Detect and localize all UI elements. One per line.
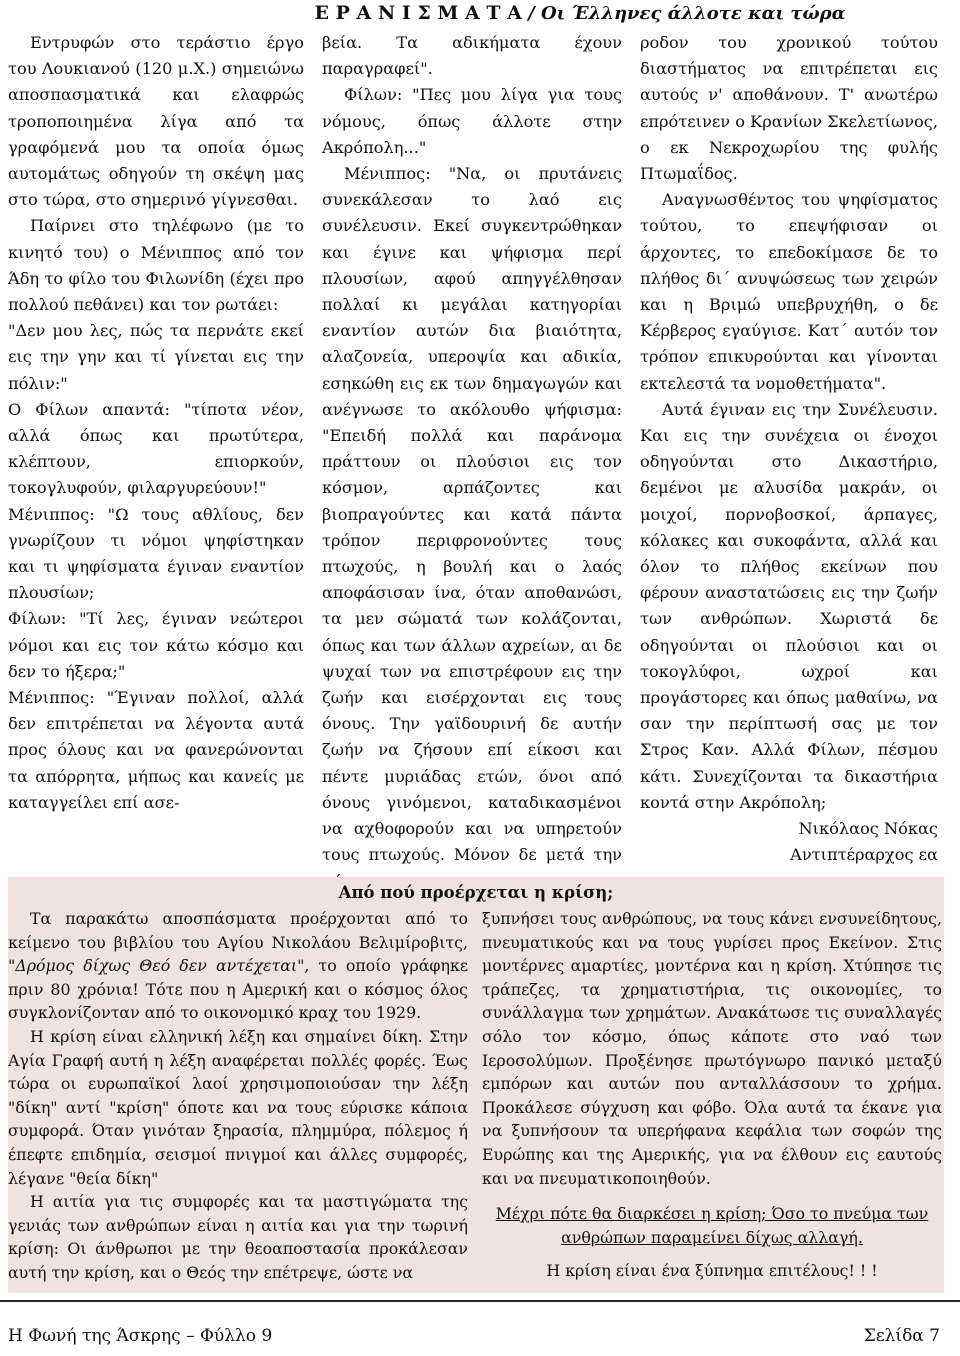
paragraph: Ο Φίλων απαντά: "τίποτα νέον, αλλά όπως και πρωτύτερα, κλέπτουν, επιορκούν, τοκογλυφούν, φιλαργυρεύουν!" <box>8 399 304 498</box>
section-subtitle: / Οι Έλληνες άλλοτε και τώρα <box>521 3 846 24</box>
page-footer <box>0 1300 960 1356</box>
box-column-2 <box>482 907 942 1283</box>
article-column-2 <box>322 30 622 895</box>
paragraph: Αναγνωσθέντος του ψηφίσματος τούτου, το επεψήφισαν οι άρχοντες, το επεδοκίμασε δε το πλήθος δι΄ ανυψώσεως των χειρών και η Βριμώ υπεβρυχήθη, ο δε Κέρβερος εγαύγισε. Κατ΄ αυτόν τον τρόπον επικυρούνται και γίνονται εκτελεστά τα νομοθετήματα". <box>640 190 938 393</box>
book-title: Δρόμος δίχως Θεό δεν αντέχεται <box>15 956 298 976</box>
paragraph: Μένιππος: "Ω τους αθλίους, δεν γνωρίζουν τι νόμοι ψηφίστηκαν και τι ψηφίσματα έγιναν εναντίον πλουσίων; <box>8 504 304 603</box>
author-rank: Αντιπτέραρχος εα <box>790 845 938 865</box>
paragraph: βεία. Τα αδικήματα έχουν παραγραφεί". <box>322 33 622 79</box>
paragraph: Παίρνει στο τηλέφωνο (με το κινητό του) ο Μένιππος από τον Άδη το φίλο του Φιλωνίδη (έχει προ πολλού πεθάνει) και τον ρωτάει: <box>8 216 304 315</box>
paragraph: Φίλων: "Πες μου λίγα για τους νόμους, όπως άλλοτε στην Ακρόπολη..." <box>322 85 622 157</box>
paragraph: Αυτά έγιναν εις την Συνέλευσιν. Και εις την συνέχεια οι ένοχοι οδηγούνται στο Δικαστήριο, δεμένοι με αλυσίδα μακράν, οι μοιχοί, πορνοβοσκοί, άρπαγες, κόλακες και συκοφάντα, αλλά και όλον το πλήθος εκείνων που φέρουν αναστατώσεις εις την ζωήν των ανθρώπων. Χωριστά δε οδηγούνται οι πλούσιοι και οι τοκογλύφοι, ωχροί και προγάστορες και όπως μαθαίνω, να σαν την περίπτωσή σας με τον Στρος Καν. Αλλά Φίλων, πέσμου κάτι. Συνεχίζονται τα δικαστήρια κοντά στην Ακρόπολη; <box>640 399 938 812</box>
closing-line: Η κρίση είναι ένα ξύπνημα επιτέλους! ! ! <box>546 1261 878 1281</box>
paragraph <box>8 907 468 1025</box>
text-span: Τα παρακάτω αποσπάσματα προέρχονται από το κείμενο του βιβλίου του Αγίου Νικολάου Βελιμίροβιτς, " <box>8 909 468 976</box>
paragraph: ξυπνήσει τους ανθρώπους, να τους κάνει ενσυνείδητους, πνευματικούς και να τους γυρίσει προς Εκείνον. Στις μοντέρνες αμαρτίες, μοντέρνα και η κρίση. Χτύπησε τις τράπεζες, τα χρηματιστήρια, τις οικονομίες, το συνάλλαγμα των χρημάτων. Ανακάτωσε τις συναλλαγές σόλο τον κόσμο, όπως κάποτε στο ναό των Ιεροσολύμων. Προξένησε πρωτόγνωρο πανικό μεταξύ εμπόρων και αυτών που ανταλλάσσουν το χρήμα. Προκάλεσε σύγχυση και φόβο. Όλα αυτά τα έκανε για να ξυπνήσουν τα υπερήφανα κεφάλια των σοφών της Ευρώπης και της Αμερικής, για να έλθουν εις εαυτούς και να πνευματικοποιηθούν. <box>482 909 942 1188</box>
paragraph: Φίλων: "Τί λες, έγιναν νεώτεροι νόμοι και εις τον κάτω κόσμο και δεν το ήξερα;" <box>8 609 304 681</box>
paragraph: Η κρίση είναι ελληνική λέξη και σημαίνει δίκη. Στην Αγία Γραφή αυτή η λέξη αναφέρεται πολλές φορές. Έως τώρα οι ευρωπαϊκοί λαοί χρησιμοποιούσαν την λέξη "δίκη" αντί "κρίση" όποτε και να τους εύρισκε κάποια συμφορά. Όταν γινόταν ξηρασία, πλημμύρα, πόλεμος ή έπεφτε επιδημία, σεισμοί πνιγμοί και άλλες συμφορές, λέγανε "θεία δίκη" <box>8 1026 468 1188</box>
box-column-1 <box>8 907 468 1285</box>
article-column-3 <box>640 30 938 869</box>
page-header <box>0 0 960 27</box>
paragraph: Μένιππος: "Έγιναν πολλοί, αλλά δεν επιτρέπεται να λέγοντα αυτά προς όλους και να φανερώνονται τα απόρρητα, μήπως και κανείς με καταγγείλει επί ασε- <box>8 688 304 812</box>
paragraph: Η αιτία για τις συμφορές και τα μαστιγώματα της γενιάς των ανθρώπων είναι η αιτία και για την τωρινή κρίση: Οι άνθρωποι με την θεοαποστασία προκάλεσαν αυτή την κρίση, και ο Θεός την επέτρεψε, ώστε να <box>8 1192 468 1282</box>
page-number: Σελίδα 7 <box>863 1326 940 1346</box>
article-column-1 <box>8 30 304 816</box>
paragraph: Εντρυφών στο τεράστιο έργο του Λουκιανού (120 μ.Χ.) σημειώνω αποσπασματικά και ελαφρώς τροποποιημένα λίγα από τα γραφόμενά μου τα οποία όμως αυτομάτως οδηγούν τη σκέψη μας στο τώρα, στο σημερινό γίγνεσθαι. <box>8 33 304 210</box>
paragraph: ροδον του χρονικού τούτου διαστήματος να επιτρέπεται εις αυτούς ν' αποθάνουν. Τ' ανωτέρω επρότεινεν ο Κρανίων Σκελετίωνος, ο εκ Νεκροχωρίου της φυλής Πτωμαΐδος. <box>640 33 938 184</box>
paragraph: "Δεν μου λες, πώς τα περνάτε εκεί εις την γην και τί γίνεται εις την πόλιν:" <box>8 321 304 393</box>
text-span: ", το οποίο γράφηκε πριν 80 χρόνια! Τότε που η Αμερική και ο κόσμος όλος συγκλονίζονταν από το οικονομικό κραχ του 1929. <box>8 956 468 1023</box>
publication-name: Η Φωνή της Άσκρης – Φύλλο 9 <box>8 1326 273 1346</box>
section-title: Ε Ρ Α Ν Ι Σ Μ Α Τ Α <box>314 2 522 24</box>
question-paragraph: Μέχρι πότε θα διαρκέσει η κρίση; Όσο το πνεύμα των ανθρώπων παραμείνει δίχως αλλαγή. <box>495 1204 929 1247</box>
box-title: Από πού προέρχεται η κρίση; <box>338 883 614 902</box>
author-name: Νικόλαος Νόκας <box>798 819 938 839</box>
paragraph: Μένιππος: "Να, οι πρυτάνεις συνεκάλεσαν το λαό εις συνέλευσιν. Εκεί συγκεντρώθηκαν και έγινε και ψήφισμα περί πλουσίων, αφού απηγγέλθησαν πολλαί κι μεγάλαι κατηγορίαι εναντίον αυτών δια βιαιότητα, αλαζονεία, υπεροψία και αδικία, εσηκώθη εις εκ των δημαγωγών και ανέγνωσε το ακόλουθο ψήφισμα: "Επειδή πολλά και παράνομα πράττουν οι πλούσιοι εις τον κόσμον, αρπάζοντες και βιοπραγούντες και κατά πάντα τρόπον περιφρονούντες τους πτωχούς, η βουλή και ο λαός αποφάσισαν ίνα, όταν αποθανώσι, τα μεν σώματά των κολάζονται, όπως και των άλλων αχρείων, αι δε ψυχαί των να επιστρέφουν εις την ζωήν και εισέρχονται εις τους όνους. Την γαϊδουρινή δε αυτήν ζωήν να ζήσουν επί είκοσι και πέντε μυριάδας ετών, όνοι από όνους γινόμενοι, καταδικασμένοι να αχθοφορούν και να υπηρετούν τους πτωχούς. Μόνον δε μετά την <box>322 164 622 865</box>
crisis-box <box>8 877 944 1293</box>
